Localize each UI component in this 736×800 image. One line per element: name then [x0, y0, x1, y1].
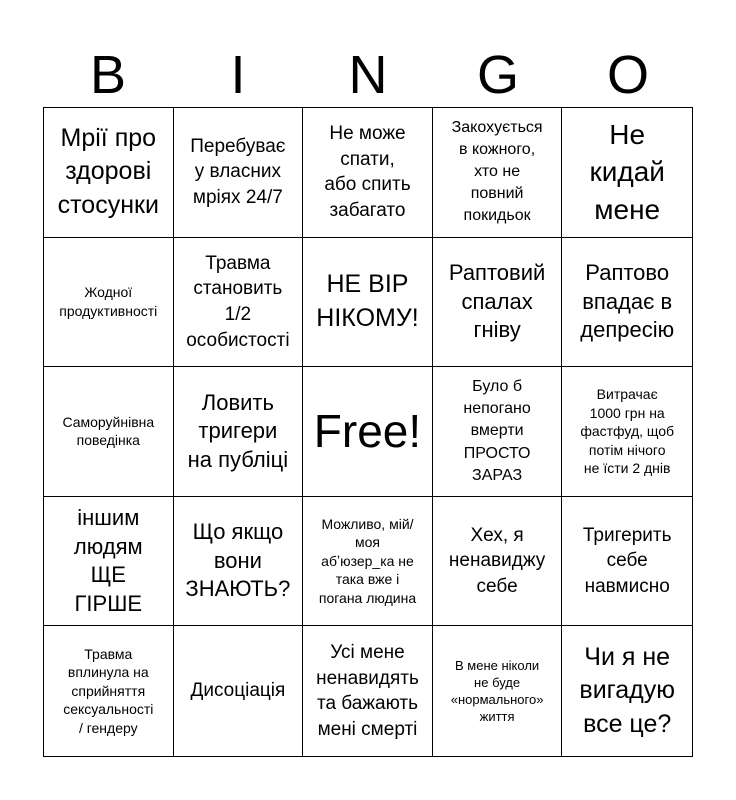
cell-text: Закохується в кожного, хто не повний покидьок [451, 119, 543, 225]
cell-text: Травма вплинула на сприйняття сексуальності / гендеру [63, 646, 154, 736]
bingo-cell-r5-c4[interactable] [433, 626, 563, 756]
bingo-cell-r5-c1[interactable] [44, 626, 174, 756]
bingo-cell-r1-c5[interactable] [562, 108, 692, 238]
bingo-cell-r1-c3[interactable] [303, 108, 433, 238]
cell-text: Ловить тригери на публіці [187, 389, 289, 472]
cell-text: Дисоціація [190, 680, 286, 702]
cell-text: Саморуйнівна поведінка [62, 414, 155, 449]
cell-text: Мрії про здорові стосунки [57, 123, 159, 220]
free-space-label: Free! [313, 405, 422, 458]
cell-text: Травма становить 1/2 особистості [186, 252, 290, 351]
bingo-cell-r1-c2[interactable] [174, 108, 304, 238]
bingo-cell-r3-c1[interactable] [44, 367, 174, 497]
bingo-board [43, 107, 693, 757]
bingo-cell-r2-c3[interactable] [303, 238, 433, 368]
header-letter-i: I [230, 45, 246, 105]
bingo-cell-r2-c2[interactable] [174, 238, 304, 368]
header-letter-o: O [606, 45, 649, 105]
cell-text: Раптово впадає в депресію [580, 260, 675, 343]
bingo-cell-r5-c3[interactable] [303, 626, 433, 756]
bingo-cell-r3-c5[interactable] [562, 367, 692, 497]
bingo-cell-r2-c5[interactable] [562, 238, 692, 368]
header-letter-g: G [476, 45, 519, 105]
bingo-cell-r3-c4[interactable] [433, 367, 563, 497]
cell-text: Не кидай мене [589, 118, 665, 226]
cell-text: Усі мене ненавидять та бажають мені смерті [316, 641, 419, 740]
cell-text: Не може спати, або спить забагато [324, 123, 411, 221]
bingo-cell-r3-c2[interactable] [174, 367, 304, 497]
cell-text: Жодної продуктивності [59, 284, 158, 319]
bingo-cell-r1-c4[interactable] [433, 108, 563, 238]
cell-text: Було б непогано вмерти ПРОСТО ЗАРАЗ [463, 378, 531, 484]
bingo-cell-r4-c2[interactable] [174, 497, 304, 627]
bingo-cell-r4-c1[interactable] [44, 497, 174, 627]
cell-text: Можливо, мій/ моя абʼюзер_ка не така вже і погана людина [318, 515, 417, 606]
header-letter-n: N [348, 45, 388, 105]
cell-text: Раптовий спалах гніву [448, 260, 546, 343]
cell-text: НЕ ВІР НІКОМУ! [316, 270, 419, 332]
bingo-cell-r2-c4[interactable] [433, 238, 563, 368]
cell-text: Чи я не вигадую все це? [579, 642, 675, 739]
cell-text: Хех, я ненавиджу себе [448, 524, 546, 597]
cell-text: іншим людям ЩЕ ГІРШЕ [73, 504, 143, 616]
bingo-cell-r2-c1[interactable] [44, 238, 174, 368]
bingo-cell-r4-c4[interactable] [433, 497, 563, 627]
cell-text: В мене ніколи не буде «нормального» життя [450, 657, 544, 725]
cell-text: Тригерить себе навмисно [582, 524, 672, 597]
cell-text: Що якщо вони ЗНАЮТЬ? [185, 519, 291, 602]
cell-text: Витрачає 1000 грн на фастфуд, щоб потім нічого не їсти 2 днів [580, 386, 675, 477]
bingo-cell-r4-c3[interactable] [303, 497, 433, 627]
bingo-cell-r1-c1[interactable] [44, 108, 174, 238]
bingo-header [43, 44, 693, 106]
header-letter-b: B [89, 45, 127, 105]
bingo-cell-r5-c5[interactable] [562, 626, 692, 756]
bingo-cell-r5-c2[interactable] [174, 626, 304, 756]
free-space[interactable] [303, 367, 433, 497]
bingo-cell-r4-c5[interactable] [562, 497, 692, 627]
cell-text: Перебуває у власних мріях 24/7 [190, 135, 286, 209]
